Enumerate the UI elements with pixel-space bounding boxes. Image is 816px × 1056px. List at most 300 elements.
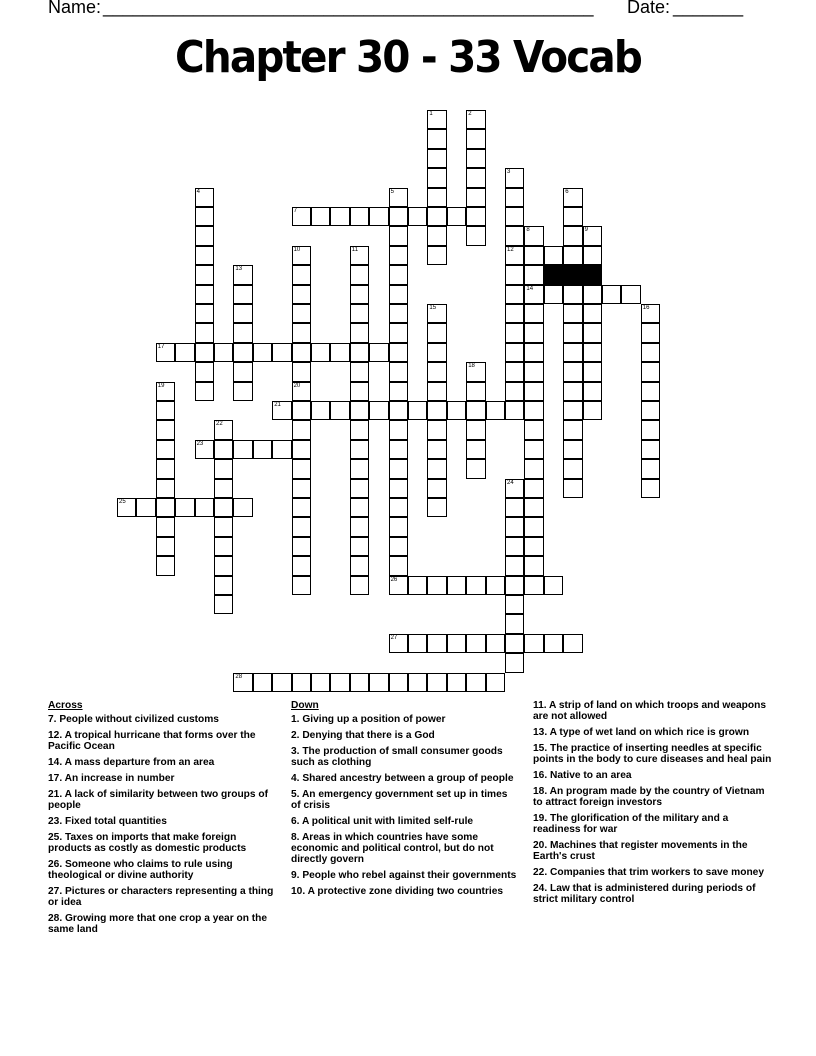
grid-cell[interactable] xyxy=(427,362,446,381)
down-clue: 9. People who rebel against their governments xyxy=(291,870,517,881)
grid-cell[interactable] xyxy=(195,323,214,342)
down-clue: 22. Companies that trim workers to save money xyxy=(533,867,764,878)
across-clue: 25. Taxes on imports that make foreign products as costly as domestic products xyxy=(48,832,247,854)
clue-number: 21 xyxy=(274,402,281,408)
grid-cell[interactable] xyxy=(350,382,369,401)
grid-cell[interactable] xyxy=(447,207,466,226)
grid-cell[interactable] xyxy=(524,323,543,342)
grid-cell[interactable] xyxy=(466,188,485,207)
grid-cell[interactable] xyxy=(330,401,349,420)
grid-cell[interactable] xyxy=(524,401,543,420)
grid-cell[interactable] xyxy=(427,129,446,148)
grid-cell[interactable] xyxy=(389,343,408,362)
grid-cell[interactable] xyxy=(272,401,291,420)
grid-cell[interactable] xyxy=(427,226,446,245)
grid-cell[interactable] xyxy=(466,634,485,653)
grid-cell[interactable] xyxy=(583,304,602,323)
grid-cell[interactable] xyxy=(427,246,446,265)
grid-cell[interactable] xyxy=(195,207,214,226)
grid-cell[interactable] xyxy=(292,537,311,556)
grid-cell[interactable] xyxy=(389,420,408,439)
grid-cell[interactable] xyxy=(389,382,408,401)
grid-cell[interactable] xyxy=(466,673,485,692)
clue-number: 13 xyxy=(235,266,243,273)
grid-cell[interactable] xyxy=(233,673,252,692)
grid-cell[interactable] xyxy=(233,440,252,459)
grid-cell[interactable] xyxy=(563,382,582,401)
grid-cell[interactable] xyxy=(389,517,408,536)
grid-cell[interactable] xyxy=(466,168,485,187)
grid-cell[interactable] xyxy=(408,673,427,692)
grid-cell[interactable] xyxy=(292,420,311,439)
grid-cell[interactable] xyxy=(233,285,252,304)
grid-cell[interactable] xyxy=(486,576,505,595)
grid-cell[interactable] xyxy=(292,285,311,304)
grid-cell[interactable] xyxy=(641,343,660,362)
grid-cell[interactable] xyxy=(214,479,233,498)
grid-cell[interactable] xyxy=(350,362,369,381)
grid-cell[interactable] xyxy=(350,576,369,595)
grid-cell[interactable] xyxy=(195,343,214,362)
grid-cell[interactable] xyxy=(524,420,543,439)
grid-cell[interactable] xyxy=(583,246,602,265)
grid-cell[interactable] xyxy=(641,401,660,420)
grid-cell[interactable] xyxy=(350,459,369,478)
grid-cell[interactable] xyxy=(117,498,136,517)
grid-cell[interactable] xyxy=(233,362,252,381)
clue-number: 2 xyxy=(468,111,472,117)
grid-cell[interactable] xyxy=(389,479,408,498)
grid-cell[interactable] xyxy=(214,420,233,439)
grid-cell[interactable] xyxy=(583,362,602,381)
grid-cell[interactable] xyxy=(447,673,466,692)
clue-number: 28 xyxy=(235,673,243,680)
grid-cell[interactable] xyxy=(369,207,388,226)
grid-cell[interactable] xyxy=(214,498,233,517)
grid-cell[interactable] xyxy=(292,362,311,381)
grid-cell[interactable] xyxy=(369,673,388,692)
grid-cell[interactable] xyxy=(253,440,272,459)
grid-cell[interactable] xyxy=(563,226,582,245)
grid-cell[interactable] xyxy=(583,323,602,342)
grid-cell[interactable] xyxy=(524,440,543,459)
grid-cell[interactable] xyxy=(466,362,485,381)
grid-cell[interactable] xyxy=(311,401,330,420)
grid-cell[interactable] xyxy=(389,304,408,323)
grid-cell[interactable] xyxy=(214,576,233,595)
down-clue: 13. A type of wet land on which rice is grown xyxy=(533,727,750,738)
grid-cell[interactable] xyxy=(233,323,252,342)
grid-cell[interactable] xyxy=(311,673,330,692)
grid-cell[interactable] xyxy=(427,459,446,478)
grid-cell[interactable] xyxy=(505,188,524,207)
grid-cell[interactable] xyxy=(233,265,252,284)
grid-cell[interactable] xyxy=(427,304,446,323)
grid-cell[interactable] xyxy=(330,343,349,362)
grid-cell[interactable] xyxy=(350,285,369,304)
grid-cell[interactable] xyxy=(427,110,446,129)
clue-number: 7 xyxy=(293,208,297,214)
grid-cell[interactable] xyxy=(292,517,311,536)
grid-cell[interactable] xyxy=(447,576,466,595)
grid-cell[interactable] xyxy=(544,576,563,595)
grid-cell[interactable] xyxy=(156,459,175,478)
grid-cell[interactable] xyxy=(292,440,311,459)
grid-cell[interactable] xyxy=(505,323,524,342)
date-line[interactable]: _______ xyxy=(673,0,744,17)
grid-cell[interactable] xyxy=(350,556,369,575)
grid-cell[interactable] xyxy=(427,343,446,362)
grid-cell[interactable] xyxy=(272,440,291,459)
grid-cell[interactable] xyxy=(486,634,505,653)
grid-cell[interactable] xyxy=(466,420,485,439)
clue-column-across xyxy=(48,700,280,940)
grid-cell[interactable] xyxy=(563,634,582,653)
grid-cell[interactable] xyxy=(233,343,252,362)
grid-cell[interactable] xyxy=(156,440,175,459)
grid-cell[interactable] xyxy=(389,226,408,245)
grid-cell[interactable] xyxy=(156,382,175,401)
across-clue: 14. A mass departure from an area xyxy=(48,757,215,768)
grid-cell[interactable] xyxy=(583,285,602,304)
grid-cell[interactable] xyxy=(330,673,349,692)
grid-cell[interactable] xyxy=(350,343,369,362)
grid-cell[interactable] xyxy=(505,304,524,323)
grid-cell[interactable] xyxy=(292,304,311,323)
grid-cell[interactable] xyxy=(389,673,408,692)
grid-cell[interactable] xyxy=(544,634,563,653)
grid-cell[interactable] xyxy=(486,673,505,692)
grid-cell[interactable] xyxy=(466,382,485,401)
grid-cell[interactable] xyxy=(524,517,543,536)
grid-cell[interactable] xyxy=(544,285,563,304)
down-clue: 3. The production of small consumer goods such as clothing xyxy=(291,746,503,768)
grid-cell[interactable] xyxy=(195,304,214,323)
grid-cell[interactable] xyxy=(253,343,272,362)
grid-cell[interactable] xyxy=(389,556,408,575)
grid-cell[interactable] xyxy=(486,401,505,420)
black-cell xyxy=(563,265,582,284)
grid-cell[interactable] xyxy=(466,576,485,595)
grid-cell[interactable] xyxy=(427,440,446,459)
grid-cell[interactable] xyxy=(253,673,272,692)
grid-cell[interactable] xyxy=(195,246,214,265)
grid-cell[interactable] xyxy=(505,634,524,653)
grid-cell[interactable] xyxy=(427,420,446,439)
down-heading: Down xyxy=(291,700,319,711)
grid-cell[interactable] xyxy=(447,634,466,653)
across-clue: 17. An increase in number xyxy=(48,773,175,784)
grid-cell[interactable] xyxy=(466,149,485,168)
grid-cell[interactable] xyxy=(214,517,233,536)
grid-cell[interactable] xyxy=(350,401,369,420)
grid-cell[interactable] xyxy=(505,595,524,614)
grid-cell[interactable] xyxy=(427,576,446,595)
grid-cell[interactable] xyxy=(292,207,311,226)
grid-cell[interactable] xyxy=(389,207,408,226)
clue-number: 10 xyxy=(293,246,301,253)
grid-cell[interactable] xyxy=(563,246,582,265)
grid-cell[interactable] xyxy=(389,576,408,595)
grid-cell[interactable] xyxy=(233,382,252,401)
grid-cell[interactable] xyxy=(641,459,660,478)
grid-cell[interactable] xyxy=(505,285,524,304)
grid-cell[interactable] xyxy=(505,479,524,498)
grid-cell[interactable] xyxy=(641,479,660,498)
grid-cell[interactable] xyxy=(389,498,408,517)
grid-cell[interactable] xyxy=(350,265,369,284)
grid-cell[interactable] xyxy=(369,343,388,362)
grid-cell[interactable] xyxy=(466,110,485,129)
grid-cell[interactable] xyxy=(292,323,311,342)
grid-cell[interactable] xyxy=(427,673,446,692)
grid-cell[interactable] xyxy=(389,285,408,304)
grid-cell[interactable] xyxy=(563,343,582,362)
grid-cell[interactable] xyxy=(214,556,233,575)
grid-cell[interactable] xyxy=(505,576,524,595)
grid-cell[interactable] xyxy=(292,265,311,284)
grid-cell[interactable] xyxy=(524,285,543,304)
grid-cell[interactable] xyxy=(195,188,214,207)
grid-cell[interactable] xyxy=(214,343,233,362)
grid-cell[interactable] xyxy=(427,479,446,498)
grid-cell[interactable] xyxy=(505,382,524,401)
grid-cell[interactable] xyxy=(524,634,543,653)
grid-cell[interactable] xyxy=(350,498,369,517)
clue-number: 4 xyxy=(196,188,200,195)
grid-cell[interactable] xyxy=(563,401,582,420)
grid-cell[interactable] xyxy=(408,207,427,226)
grid-cell[interactable] xyxy=(466,440,485,459)
grid-cell[interactable] xyxy=(408,576,427,595)
grid-cell[interactable] xyxy=(524,498,543,517)
grid-cell[interactable] xyxy=(427,382,446,401)
grid-cell[interactable] xyxy=(350,673,369,692)
grid-cell[interactable] xyxy=(389,265,408,284)
grid-cell[interactable] xyxy=(350,323,369,342)
grid-cell[interactable] xyxy=(641,362,660,381)
grid-cell[interactable] xyxy=(156,479,175,498)
grid-cell[interactable] xyxy=(350,304,369,323)
grid-cell[interactable] xyxy=(524,576,543,595)
grid-cell[interactable] xyxy=(447,401,466,420)
grid-cell[interactable] xyxy=(466,207,485,226)
grid-cell[interactable] xyxy=(350,440,369,459)
grid-cell[interactable] xyxy=(563,420,582,439)
grid-cell[interactable] xyxy=(602,285,621,304)
grid-cell[interactable] xyxy=(350,537,369,556)
grid-cell[interactable] xyxy=(156,556,175,575)
grid-cell[interactable] xyxy=(156,498,175,517)
grid-cell[interactable] xyxy=(427,323,446,342)
grid-cell[interactable] xyxy=(350,207,369,226)
grid-cell[interactable] xyxy=(563,459,582,478)
grid-cell[interactable] xyxy=(292,556,311,575)
grid-cell[interactable] xyxy=(350,246,369,265)
grid-cell[interactable] xyxy=(621,285,640,304)
grid-cell[interactable] xyxy=(505,226,524,245)
grid-cell[interactable] xyxy=(292,246,311,265)
grid-cell[interactable] xyxy=(583,401,602,420)
grid-cell[interactable] xyxy=(427,401,446,420)
grid-cell[interactable] xyxy=(563,207,582,226)
grid-cell[interactable] xyxy=(389,459,408,478)
grid-cell[interactable] xyxy=(156,401,175,420)
grid-cell[interactable] xyxy=(505,498,524,517)
down-clue: 18. An program made by the country of Vietnam to attract foreign investors xyxy=(533,786,765,808)
grid-cell[interactable] xyxy=(156,537,175,556)
grid-cell[interactable] xyxy=(505,168,524,187)
grid-cell[interactable] xyxy=(466,401,485,420)
grid-cell[interactable] xyxy=(563,304,582,323)
across-clue: 21. A lack of similarity between two groups of people xyxy=(48,789,269,811)
grid-cell[interactable] xyxy=(563,285,582,304)
grid-cell[interactable] xyxy=(524,537,543,556)
grid-cell[interactable] xyxy=(136,498,155,517)
grid-cell[interactable] xyxy=(350,517,369,536)
clue-number: 1 xyxy=(429,111,433,117)
grid-cell[interactable] xyxy=(233,304,252,323)
grid-cell[interactable] xyxy=(641,323,660,342)
grid-cell[interactable] xyxy=(195,382,214,401)
grid-cell[interactable] xyxy=(195,440,214,459)
clue-number: 20 xyxy=(293,382,301,389)
grid-cell[interactable] xyxy=(524,246,543,265)
grid-cell[interactable] xyxy=(311,207,330,226)
name-line[interactable]: _________________________________________________ xyxy=(103,0,594,17)
grid-cell[interactable] xyxy=(292,343,311,362)
grid-cell[interactable] xyxy=(156,420,175,439)
clue-number: 24 xyxy=(507,479,514,486)
grid-cell[interactable] xyxy=(524,556,543,575)
clue-number: 5 xyxy=(390,188,394,195)
grid-cell[interactable] xyxy=(563,188,582,207)
grid-cell[interactable] xyxy=(427,149,446,168)
grid-cell[interactable] xyxy=(505,614,524,633)
grid-cell[interactable] xyxy=(505,517,524,536)
grid-cell[interactable] xyxy=(583,343,602,362)
grid-cell[interactable] xyxy=(641,382,660,401)
grid-cell[interactable] xyxy=(156,517,175,536)
grid-cell[interactable] xyxy=(389,323,408,342)
grid-cell[interactable] xyxy=(427,207,446,226)
grid-cell[interactable] xyxy=(427,498,446,517)
down-clue: 6. A political unit with limited self-rule xyxy=(291,816,474,827)
grid-cell[interactable] xyxy=(292,479,311,498)
grid-cell[interactable] xyxy=(195,285,214,304)
grid-cell[interactable] xyxy=(505,207,524,226)
grid-cell[interactable] xyxy=(175,498,194,517)
grid-cell[interactable] xyxy=(524,382,543,401)
grid-cell[interactable] xyxy=(641,304,660,323)
grid-cell[interactable] xyxy=(505,265,524,284)
grid-cell[interactable] xyxy=(292,401,311,420)
grid-cell[interactable] xyxy=(505,556,524,575)
grid-cell[interactable] xyxy=(214,537,233,556)
grid-cell[interactable] xyxy=(330,207,349,226)
grid-cell[interactable] xyxy=(408,401,427,420)
grid-cell[interactable] xyxy=(505,246,524,265)
grid-cell[interactable] xyxy=(505,653,524,672)
clue-number: 27 xyxy=(390,634,398,641)
black-cell xyxy=(583,265,602,284)
grid-cell[interactable] xyxy=(311,343,330,362)
grid-cell[interactable] xyxy=(389,440,408,459)
grid-cell[interactable] xyxy=(427,634,446,653)
grid-cell[interactable] xyxy=(505,362,524,381)
grid-cell[interactable] xyxy=(272,673,291,692)
grid-cell[interactable] xyxy=(389,246,408,265)
grid-cell[interactable] xyxy=(350,420,369,439)
grid-cell[interactable] xyxy=(195,265,214,284)
grid-cell[interactable] xyxy=(524,362,543,381)
grid-cell[interactable] xyxy=(524,304,543,323)
grid-cell[interactable] xyxy=(195,226,214,245)
grid-cell[interactable] xyxy=(505,401,524,420)
grid-cell[interactable] xyxy=(466,226,485,245)
grid-cell[interactable] xyxy=(214,595,233,614)
grid-cell[interactable] xyxy=(563,479,582,498)
grid-cell[interactable] xyxy=(389,537,408,556)
clue-number: 12 xyxy=(507,246,514,253)
grid-cell[interactable] xyxy=(583,226,602,245)
grid-cell[interactable] xyxy=(505,537,524,556)
down-clue: 20. Machines that register movements in the Earth's crust xyxy=(533,840,748,862)
grid-cell[interactable] xyxy=(505,343,524,362)
grid-cell[interactable] xyxy=(195,362,214,381)
grid-cell[interactable] xyxy=(292,576,311,595)
grid-cell[interactable] xyxy=(524,343,543,362)
grid-cell[interactable] xyxy=(466,129,485,148)
grid-cell[interactable] xyxy=(641,440,660,459)
grid-cell[interactable] xyxy=(524,459,543,478)
grid-cell[interactable] xyxy=(389,188,408,207)
grid-cell[interactable] xyxy=(563,440,582,459)
grid-cell[interactable] xyxy=(641,420,660,439)
grid-cell[interactable] xyxy=(369,401,388,420)
grid-cell[interactable] xyxy=(524,226,543,245)
grid-cell[interactable] xyxy=(292,498,311,517)
grid-cell[interactable] xyxy=(272,343,291,362)
down-clue: 11. A strip of land on which troops and weapons are not allowed xyxy=(533,700,767,722)
grid-cell[interactable] xyxy=(583,382,602,401)
grid-cell[interactable] xyxy=(563,323,582,342)
grid-cell[interactable] xyxy=(175,343,194,362)
grid-cell[interactable] xyxy=(389,634,408,653)
grid-cell[interactable] xyxy=(524,265,543,284)
grid-cell[interactable] xyxy=(214,459,233,478)
grid-cell[interactable] xyxy=(195,498,214,517)
grid-cell[interactable] xyxy=(427,168,446,187)
grid-cell[interactable] xyxy=(427,188,446,207)
grid-cell[interactable] xyxy=(544,246,563,265)
grid-cell[interactable] xyxy=(389,401,408,420)
down-clue: 15. The practice of inserting needles at specific points in the body to cure diseases and heal pain xyxy=(533,743,772,765)
grid-cell[interactable] xyxy=(292,459,311,478)
clue-number: 14 xyxy=(526,285,534,292)
grid-cell[interactable] xyxy=(292,673,311,692)
grid-cell[interactable] xyxy=(214,440,233,459)
grid-cell[interactable] xyxy=(389,362,408,381)
grid-cell[interactable] xyxy=(466,459,485,478)
grid-cell[interactable] xyxy=(524,479,543,498)
grid-cell[interactable] xyxy=(350,479,369,498)
grid-cell[interactable] xyxy=(233,498,252,517)
grid-cell[interactable] xyxy=(156,343,175,362)
grid-cell[interactable] xyxy=(563,362,582,381)
grid-cell[interactable] xyxy=(408,634,427,653)
grid-cell[interactable] xyxy=(292,382,311,401)
